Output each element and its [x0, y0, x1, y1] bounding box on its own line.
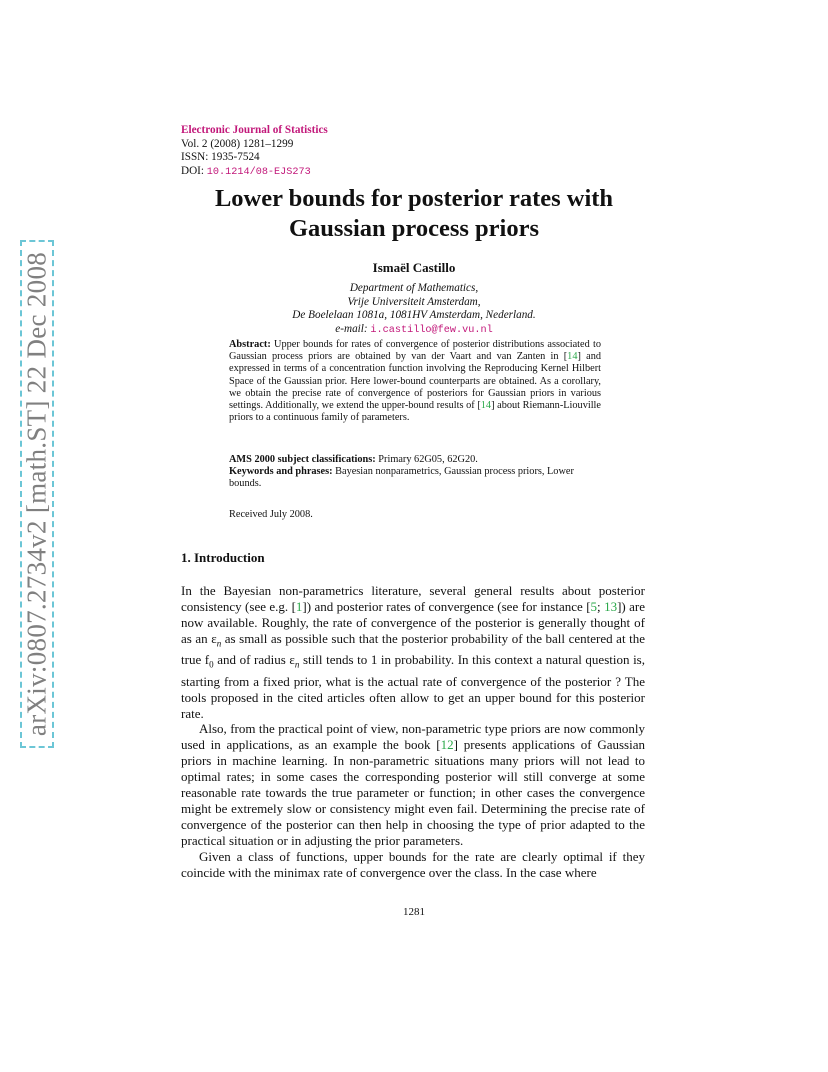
journal-issn: ISSN: 1935-7524 [181, 151, 260, 164]
abstract-label: Abstract: [229, 339, 271, 350]
received-date: Received July 2008. [229, 509, 313, 520]
title-line-2: Gaussian process priors [288, 215, 540, 242]
abstract-text-1: Upper bounds for rates of convergence of posterior distributions associated to Gaussian process priors are obtained by van der Vaart and van Zanten in [ [229, 339, 601, 363]
paragraph-2 [181, 721, 645, 848]
text-run: ] presents applications of Gaussian priors in machine learning. In non-parametric situations many priors will not lead to optimal rates; in some cases the corresponding posterior will still converge at some reasonable rate towards the true parameter or function; in other cases the convergence might be extremely slow or consistency might even fail. Determining the precise rate of convergence of the posterior can then help in choosing the type of prior adapted to the practical situation or in adjusting the prior parameters. [181, 737, 645, 848]
subscript: n [294, 659, 300, 670]
keywords-label: Keywords and phrases: [229, 466, 333, 478]
text-run: ; [597, 598, 605, 614]
subscript: n [216, 638, 222, 649]
journal-doi [181, 165, 328, 180]
email-line [0, 323, 828, 338]
citation-link[interactable]: 14 [480, 400, 492, 412]
citation-link[interactable]: 14 [567, 351, 578, 363]
section-heading: 1. Introduction [181, 550, 265, 565]
paragraph-3: Given a class of functions, upper bounds for the rate are clearly optimal if they coincide with the minimax rate of convergence over the class. In the case where [181, 848, 645, 880]
classifications [229, 454, 601, 491]
affiliation-line-3: De Boelelaan 1081a, 1081HV Amsterdam, Nederland. [292, 309, 536, 322]
doi-link[interactable]: 10.1214/08-EJS273 [206, 166, 311, 178]
arxiv-stamp-text: arXiv:0807.2734v2 [math.ST] 22 Dec 2008 [21, 251, 52, 737]
paragraph-1 [181, 583, 645, 721]
journal-header [181, 124, 328, 179]
ams-line [229, 454, 601, 466]
subscript: 0 [209, 659, 214, 670]
title-line-1: Lower bounds for posterior rates with [214, 185, 614, 212]
text-run: Also, from the practical point of view, non-parametric type priors are now commonly used in applications, as an example the book [ [181, 721, 645, 753]
author-name: Ismaël Castillo [372, 260, 456, 275]
page-number: 1281 [403, 906, 425, 918]
journal-volume: Vol. 2 (2008) 1281–1299 [181, 137, 294, 150]
body-text [181, 583, 645, 881]
abstract [229, 339, 601, 424]
ams-label: AMS 2000 subject classifications: [229, 454, 376, 465]
text-run: In the Bayesian non-parametrics literature, several general results about posterior consistency (see e.g. [ [181, 583, 645, 614]
affiliation-line-1: Department of Mathematics, [349, 282, 479, 294]
text-run: and of radius ε [213, 652, 295, 668]
citation-link[interactable]: 12 [440, 737, 454, 753]
affiliation [0, 282, 828, 337]
text-run: ]) and posterior rates of convergence (see for instance [ [302, 598, 591, 614]
doi-label: DOI: [181, 164, 207, 177]
email-label: e-mail: [335, 322, 371, 335]
keywords-line [229, 466, 601, 490]
affiliation-line-2: Vrije Universiteit Amsterdam, [347, 295, 481, 308]
abstract-text-3: ] about Riemann-Liouville priors to a continuous family of parameters. [229, 400, 601, 424]
text-run: still tends to 1 in probability. In this context a natural question is, starting from a fixed prior, what is the actual rate of convergence of the posterior ? The tools proposed in the cited articles often allow to get an upper bound for this posterior rate. [181, 652, 645, 721]
citation-link[interactable]: 1 [295, 598, 303, 614]
text-run: ]) are now available. Roughly, the rate of convergence of the posterior is generally thought of as an ε [181, 598, 645, 646]
ams-value: Primary 62G05, 62G20. [375, 454, 478, 465]
paper-title [0, 184, 828, 244]
email-link[interactable]: i.castillo@few.vu.nl [370, 324, 493, 336]
citation-link[interactable]: 13 [604, 598, 618, 614]
journal-name[interactable]: Electronic Journal of Statistics [181, 124, 328, 136]
citation-link[interactable]: 5 [590, 598, 598, 614]
text-run: as small as possible such that the posterior probability of the ball centered at the true f [181, 630, 645, 668]
abstract-text-2: ] and expressed in terms of a concentration function involving the Reproducing Kernel Hilbert Space of the Gaussian prior. Here lower-bound counterparts are obtained. As a corollary, we obtain the precise rate of convergence of posteriors for Gaussian priors in various settings. Additionally, we extend the upper-bound results of [ [229, 351, 601, 412]
keywords-value: Bayesian nonparametrics, Gaussian process priors, Lower bounds. [229, 466, 574, 490]
